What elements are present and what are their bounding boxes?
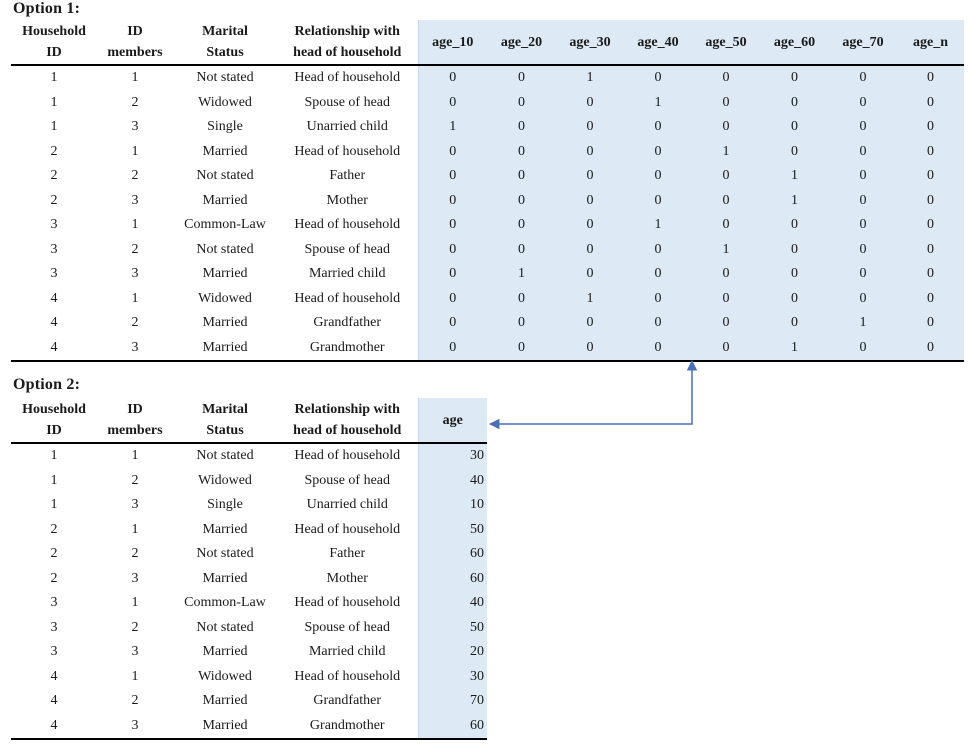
marital-status-cell: Married [202,266,248,282]
header-marital-status: Marital Status [202,24,248,60]
age-flag-cell: 0 [897,65,964,91]
age-value-cell: 60 [418,542,487,567]
relationship-cell: Unarried child [306,497,388,513]
table-row [11,65,964,91]
relationship-cell: Head of household [294,290,401,306]
member-id-cell: 2 [131,315,139,331]
age-value-cell: 50 [418,518,487,543]
age-flag-cell: 0 [829,115,897,140]
age-flag-cell: 0 [692,213,760,238]
age-flag-cell: 0 [418,65,487,91]
household-id-cell: 1 [50,497,58,513]
age-value-cell: 40 [418,591,487,616]
age-flag-cell: 0 [760,140,829,165]
table-row [11,336,964,362]
age-flag-cell: 0 [624,164,692,189]
age-flag-cell: 0 [897,213,964,238]
table-row [11,443,487,469]
member-id-cell: 1 [131,217,139,233]
age-flag-cell: 0 [418,287,487,312]
table-row [11,689,487,714]
age-flag-cell: 0 [556,262,624,287]
member-id-cell: 1 [131,521,139,537]
age-flag-cell: 0 [692,164,760,189]
age-flag-cell: 0 [760,238,829,263]
header-marital-status: Marital Status [202,402,248,438]
header-age-60: age_60 [760,20,829,65]
age-flag-cell: 0 [487,213,556,238]
age-flag-cell: 0 [556,189,624,214]
table-row [11,189,964,214]
member-id-cell: 1 [131,290,139,306]
age-flag-cell: 0 [418,140,487,165]
age-value-cell: 50 [418,616,487,641]
age-flag-cell: 0 [418,91,487,116]
relationship-cell: Father [329,546,366,562]
table-row [11,238,964,263]
member-id-cell: 2 [131,94,139,110]
age-flag-cell: 1 [829,311,897,336]
age-value-cell: 60 [418,567,487,592]
relationship-cell: Father [329,168,366,184]
table-row [11,640,487,665]
household-id-cell: 3 [50,266,58,282]
marital-status-cell: Married [202,315,248,331]
age-flag-cell: 0 [487,189,556,214]
member-id-cell: 3 [131,497,139,513]
option-2-title: Option 2: [13,376,81,393]
age-flag-cell: 0 [897,91,964,116]
member-id-cell: 1 [131,448,139,464]
table-row [11,140,964,165]
age-flag-cell: 0 [418,164,487,189]
age-flag-cell: 0 [487,164,556,189]
member-id-cell: 2 [131,546,139,562]
option-2-header-row [11,398,487,443]
age-flag-cell: 0 [556,238,624,263]
household-id-cell: 1 [50,94,58,110]
age-flag-cell: 1 [624,213,692,238]
age-flag-cell: 0 [556,91,624,116]
household-id-cell: 4 [50,693,58,709]
relationship-cell: Head of household [294,521,401,537]
age-flag-cell: 0 [418,336,487,362]
marital-status-cell: Widowed [198,290,252,306]
age-flag-cell: 0 [624,238,692,263]
age-flag-cell: 0 [692,311,760,336]
age-flag-cell: 0 [487,91,556,116]
header-age-70: age_70 [829,20,897,65]
header-age: age [418,398,487,443]
header-relationship: Relationship with head of household [293,24,402,60]
age-flag-cell: 0 [829,238,897,263]
header-id-members: ID members [107,24,163,60]
marital-status-cell: Married [202,644,248,660]
marital-status-cell: Common-Law [184,217,266,233]
age-flag-cell: 0 [624,115,692,140]
age-flag-cell: 0 [418,238,487,263]
marital-status-cell: Married [202,693,248,709]
age-value-cell: 60 [418,714,487,740]
marital-status-cell: Widowed [198,472,252,488]
relationship-cell: Spouse of head [304,94,391,110]
member-id-cell: 3 [131,570,139,586]
age-flag-cell: 1 [760,164,829,189]
age-flag-cell: 0 [418,213,487,238]
relationship-cell: Head of household [294,668,401,684]
age-flag-cell: 0 [897,336,964,362]
household-id-cell: 2 [50,168,58,184]
relationship-cell: Head of household [294,70,401,86]
household-id-cell: 3 [50,595,58,611]
marital-status-cell: Married [202,717,248,733]
age-flag-cell: 0 [760,91,829,116]
household-id-cell: 2 [50,143,58,159]
age-flag-cell: 0 [760,115,829,140]
age-flag-cell: 0 [624,189,692,214]
header-household-id: Household ID [22,24,86,60]
age-flag-cell: 0 [624,262,692,287]
table-row [11,469,487,494]
age-flag-cell: 0 [487,336,556,362]
member-id-cell: 2 [131,472,139,488]
table-row [11,616,487,641]
age-flag-cell: 1 [760,189,829,214]
age-value-cell: 30 [418,443,487,469]
marital-status-cell: Married [202,570,248,586]
relationship-cell: Grandmother [309,339,385,355]
age-flag-cell: 1 [487,262,556,287]
age-flag-cell: 0 [692,65,760,91]
option-1-table [11,20,964,362]
member-id-cell: 3 [131,192,139,208]
household-id-cell: 4 [50,290,58,306]
household-id-cell: 2 [50,570,58,586]
marital-status-cell: Widowed [198,668,252,684]
header-relationship: Relationship with head of household [293,402,402,438]
marital-status-cell: Not stated [196,619,254,635]
age-flag-cell: 0 [624,140,692,165]
marital-status-cell: Single [207,497,243,513]
member-id-cell: 1 [131,70,139,86]
age-flag-cell: 0 [487,65,556,91]
age-flag-cell: 0 [897,140,964,165]
age-flag-cell: 0 [897,262,964,287]
table-row [11,542,487,567]
table-row [11,287,964,312]
age-flag-cell: 0 [487,140,556,165]
age-flag-cell: 0 [897,311,964,336]
household-id-cell: 1 [50,119,58,135]
marital-status-cell: Not stated [196,448,254,464]
age-flag-cell: 0 [487,311,556,336]
age-value-cell: 40 [418,469,487,494]
age-flag-cell: 0 [829,336,897,362]
table-row [11,714,487,740]
age-flag-cell: 0 [829,65,897,91]
member-id-cell: 2 [131,693,139,709]
member-id-cell: 3 [131,644,139,660]
age-flag-cell: 1 [692,238,760,263]
member-id-cell: 1 [131,143,139,159]
table-row [11,115,964,140]
age-flag-cell: 0 [829,140,897,165]
header-age-30: age_30 [556,20,624,65]
relationship-cell: Mother [326,570,368,586]
age-flag-cell: 0 [829,262,897,287]
household-id-cell: 3 [50,644,58,660]
household-id-cell: 1 [50,70,58,86]
table-row [11,493,487,518]
marital-status-cell: Widowed [198,94,252,110]
relationship-cell: Head of household [294,143,401,159]
marital-status-cell: Married [202,143,248,159]
relationship-cell: Head of household [294,595,401,611]
age-flag-cell: 0 [624,336,692,362]
age-flag-cell: 0 [897,287,964,312]
age-flag-cell: 0 [760,213,829,238]
relationship-cell: Married child [308,644,386,660]
header-age-n: age_n [897,20,964,65]
age-flag-cell: 1 [760,336,829,362]
age-flag-cell: 0 [418,262,487,287]
table-row [11,311,964,336]
header-household-id: Household ID [22,402,86,438]
household-id-cell: 1 [50,448,58,464]
age-flag-cell: 0 [692,287,760,312]
age-flag-cell: 0 [897,189,964,214]
relationship-cell: Grandmother [309,717,385,733]
header-age-50: age_50 [692,20,760,65]
header-age-40: age_40 [624,20,692,65]
age-flag-cell: 0 [829,287,897,312]
household-id-cell: 3 [50,619,58,635]
age-flag-cell: 0 [487,287,556,312]
table-row [11,164,964,189]
header-age-10: age_10 [418,20,487,65]
member-id-cell: 2 [131,241,139,257]
relationship-cell: Head of household [294,448,401,464]
age-flag-cell: 0 [829,164,897,189]
household-id-cell: 4 [50,339,58,355]
age-flag-cell: 0 [624,311,692,336]
table-row [11,518,487,543]
age-flag-cell: 0 [760,311,829,336]
age-flag-cell: 1 [418,115,487,140]
marital-status-cell: Married [202,521,248,537]
age-flag-cell: 0 [418,311,487,336]
household-id-cell: 3 [50,217,58,233]
table-row [11,567,487,592]
age-flag-cell: 0 [692,262,760,287]
household-id-cell: 4 [50,668,58,684]
relationship-cell: Head of household [294,217,401,233]
header-id-members: ID members [107,402,163,438]
header-age-20: age_20 [487,20,556,65]
age-flag-cell: 0 [556,336,624,362]
relationship-cell: Mother [326,192,368,208]
marital-status-cell: Married [202,192,248,208]
age-flag-cell: 0 [556,164,624,189]
age-flag-cell: 1 [556,287,624,312]
age-flag-cell: 0 [556,115,624,140]
table-row [11,665,487,690]
age-flag-cell: 0 [829,189,897,214]
relationship-cell: Unarried child [306,119,388,135]
marital-status-cell: Not stated [196,546,254,562]
age-flag-cell: 0 [760,65,829,91]
table-row [11,91,964,116]
relationship-cell: Married child [308,266,386,282]
age-flag-cell: 0 [556,311,624,336]
option-2-table [11,398,487,740]
table-row [11,591,487,616]
household-id-cell: 2 [50,546,58,562]
marital-status-cell: Single [207,119,243,135]
age-flag-cell: 0 [692,189,760,214]
option-1-header-row [11,20,964,65]
age-flag-cell: 0 [897,238,964,263]
age-flag-cell: 0 [487,115,556,140]
household-id-cell: 2 [50,521,58,537]
age-flag-cell: 0 [624,65,692,91]
relationship-cell: Spouse of head [304,241,391,257]
member-id-cell: 2 [131,619,139,635]
age-flag-cell: 0 [829,213,897,238]
household-id-cell: 3 [50,241,58,257]
age-flag-cell: 1 [692,140,760,165]
age-flag-cell: 0 [760,262,829,287]
age-flag-cell: 0 [556,140,624,165]
age-value-cell: 30 [418,665,487,690]
household-id-cell: 2 [50,192,58,208]
age-flag-cell: 0 [692,115,760,140]
household-id-cell: 4 [50,717,58,733]
age-flag-cell: 0 [760,287,829,312]
member-id-cell: 3 [131,266,139,282]
age-flag-cell: 1 [624,91,692,116]
member-id-cell: 3 [131,339,139,355]
age-flag-cell: 0 [556,213,624,238]
age-value-cell: 20 [418,640,487,665]
age-flag-cell: 0 [692,91,760,116]
age-flag-cell: 0 [829,91,897,116]
relationship-cell: Spouse of head [304,472,391,488]
table-row [11,262,964,287]
household-id-cell: 1 [50,472,58,488]
age-flag-cell: 0 [418,189,487,214]
member-id-cell: 1 [131,668,139,684]
member-id-cell: 3 [131,717,139,733]
relationship-cell: Grandfather [313,693,382,709]
age-flag-cell: 0 [487,238,556,263]
age-flag-cell: 0 [897,115,964,140]
connector-line [490,361,692,424]
age-flag-cell: 0 [897,164,964,189]
age-flag-cell: 1 [556,65,624,91]
age-flag-cell: 0 [624,287,692,312]
table-row [11,213,964,238]
relationship-cell: Grandfather [313,315,382,331]
marital-status-cell: Married [202,339,248,355]
household-id-cell: 4 [50,315,58,331]
age-flag-cell: 0 [692,336,760,362]
option-1-title: Option 1: [13,0,81,17]
relationship-cell: Spouse of head [304,619,391,635]
member-id-cell: 1 [131,595,139,611]
marital-status-cell: Common-Law [184,595,266,611]
marital-status-cell: Not stated [196,168,254,184]
marital-status-cell: Not stated [196,70,254,86]
member-id-cell: 3 [131,119,139,135]
marital-status-cell: Not stated [196,241,254,257]
member-id-cell: 2 [131,168,139,184]
age-value-cell: 10 [418,493,487,518]
age-value-cell: 70 [418,689,487,714]
